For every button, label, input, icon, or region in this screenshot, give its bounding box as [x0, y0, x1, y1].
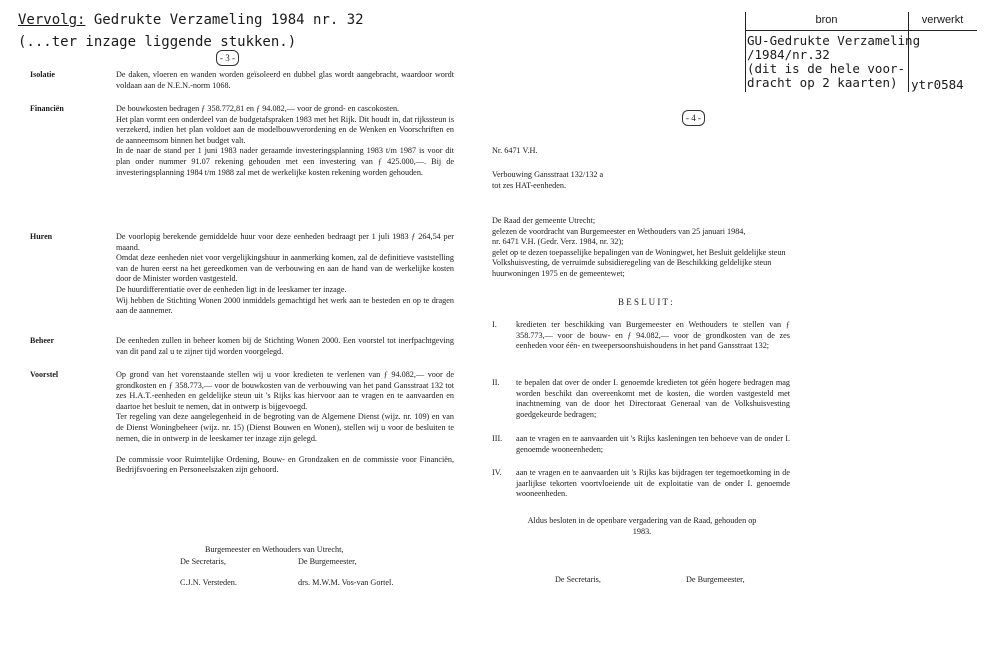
closing-text: Aldus besloten in de openbare vergadering van de Raad, gehouden op 1983.	[527, 516, 757, 536]
section-text-huren: De voorlopig berekende gemiddelde huur voor deze eenheden bedraagt per 1 juli 1983 ƒ 264,54 per maand. Omdat deze eenheden niet voor vergelijkingshuur in aanmerking komen, zal de definitieve vaststelling van de huren eerst na het gereedkomen van de verbouwing en aan de hand van de werkelijke kosten door de Minister worden vastgesteld. De huurdifferentiatie over de eenheden ligt in de leeskamer ter inzage. Wij hebben de Stichting Wonen 2000 inmiddels gemachtigd het werk aan te besteden en op te dragen aan de aannemer.	[116, 232, 454, 316]
item-text-1: kredieten ter beschikking van Burgemeester en Wethouders te stellen van ƒ 358.773,— voor de bouw- en ƒ 94.082,— voor de grondkosten van de zes eenheden voor één- en tweepersoonshuishoudens in het pand Gansstraat 132;	[516, 320, 790, 351]
secretary-name: C.J.N. Versteden.	[180, 578, 237, 587]
page-number-right: - 4 -	[682, 110, 705, 126]
section-label-isolatie: Isolatie	[30, 70, 55, 79]
document-header	[18, 12, 364, 28]
stamp-header-divider	[745, 30, 977, 31]
mayor-title-right: De Burgemeester,	[686, 575, 745, 584]
section-label-beheer: Beheer	[30, 336, 54, 345]
reference-number: Nr. 6471 V.H.	[492, 146, 538, 155]
archive-stamp-table	[745, 12, 977, 92]
section-label-financien: Financiën	[30, 104, 64, 113]
stamp-header-bron: bron	[815, 14, 838, 26]
item-text-4: aan te vragen en te aanvaarden uit 's Rijks kas bijdragen ter tegemoetkoming in de jaarlijkse tekorten voortvloeiende uit de exploitatie van de onder I. genoemde wooneenheden.	[516, 468, 790, 499]
signature-heading: Burgemeester en Wethouders van Utrecht,	[205, 545, 344, 554]
header-title: Gedrukte Verzameling 1984 nr. 32	[93, 12, 364, 28]
section-text-isolatie: De daken, vloeren en wanden worden geïsoleerd en dubbel glas wordt aangebracht, waardoor wordt voldaan aan de N.E.N.-norm 1068.	[116, 70, 454, 90]
vervolg-label: Vervolg:	[18, 12, 86, 28]
item-number-4: IV.	[492, 468, 502, 477]
section-text-beheer: De eenheden zullen in beheer komen bij de Stichting Wonen 2000. Een voorstel tot inerfpachtgeving van dit pand zal u te zijner tijd worden voorgelegd.	[116, 336, 454, 356]
stamp-bron-value: GU-Gedrukte Verzameling /1984/nr.32 (dit is de hele voor- dracht op 2 kaarten)	[747, 33, 921, 90]
item-text-2: te bepalen dat over de onder I. genoemde kredieten tot géén hogere bedragen mag worden beschikt dan overeenkomt met de kosten, die worden vastgesteld met inachtneming van de door het Directoraat Generaal van de Volkshuisvesting goedgekeurde bedragen;	[516, 378, 790, 419]
secretary-title-right: De Secretaris,	[555, 575, 601, 584]
preamble-text: De Raad der gemeente Utrecht; gelezen de voordracht van Burgemeester en Wethouders van 25 januari 1984, nr. 6471 V.H. (Gedr. Verz. 1984, nr. 32); gelet op te dezen toepasselijke bepalingen van de Woningwet, het Besluit geldelijke steun Volkshuisvesting, de verruimde subsidieregeling van de Beschikking geldelijke steun huurwoningen 1975 en de gemeentewet;	[492, 216, 786, 278]
subject-text: Verbouwing Gansstraat 132/132 a tot zes HAT-eenheden.	[492, 170, 604, 190]
section-label-voorstel: Voorstel	[30, 370, 59, 379]
besluit-heading: B E S L U I T :	[618, 297, 673, 307]
stamp-header-verwerkt: verwerkt	[921, 14, 964, 26]
secretary-title-left: De Secretaris,	[180, 557, 226, 566]
item-number-2: II.	[492, 378, 500, 387]
item-number-1: I.	[492, 320, 497, 329]
page-number-left: - 3 -	[216, 50, 239, 66]
header-subtitle: (...ter inzage liggende stukken.)	[18, 34, 297, 50]
mayor-name: drs. M.W.M. Vos-van Gortel.	[298, 578, 394, 587]
stamp-verwerkt-value: ytr0584	[911, 77, 964, 92]
section-text-voorstel: Op grond van het vorenstaande stellen wij u voor kredieten te verlenen van ƒ 94.082,— voor de grondkosten en ƒ 358.773,— voor de bouwkosten van de verbouwing van het pand Gansstraat 132 tot zes H.A.T.-eenheden en geldelijke steun uit 's Rijks kas hiervoor aan te vragen en te aanvaarden en daartoe het besluit te nemen, dat in ontwerp is bijgevoegd. Ter regeling van deze aangelegenheid in de begroting van de Algemene Dienst (wijz. nr. 109) en van de Dienst Woningbeheer (wijz. nr. 15) (Dienst Bouwen en Wonen), stellen wij u voor de besluiten te nemen, die in ontwerp in de leeskamer ter inzage zijn gelegd. De commissie voor Ruimtelijke Ordening, Bouw- en Grondzaken en de commissie voor Financiën, Bedrijfsvoering en Personeelszaken zijn gehoord.	[116, 370, 454, 475]
mayor-title-left: De Burgemeester,	[298, 557, 357, 566]
section-label-huren: Huren	[30, 232, 53, 241]
item-number-3: III.	[492, 434, 503, 443]
item-text-3: aan te vragen en te aanvaarden uit 's Rijks kasleningen ten behoeve van de onder I. genoemde wooneenheden;	[516, 434, 790, 454]
section-text-financien: De bouwkosten bedragen ƒ 358.772,81 en ƒ 94.082,— voor de grond- en cascokosten. Het plan vormt een onderdeel van de budgetafspraken 1983 met het Rijk. Dit houdt in, dat rijkssteun is verzekerd, indien het plan voldoet aan de modelbouwverordening en de Wenken en Voorschriften en de aanneemsom binnen het budget valt. In de naar de stand per 1 juni 1983 nader geraamde investeringsplanning 1983 t/m 1987 is voor dit plan onder nummer 91.07 rekening gehouden met een investering van ƒ 425.000,—. Bij de investeringsplanning 1984 t/m 1988 zal met de werkelijke kosten rekening worden gehouden.	[116, 104, 454, 177]
